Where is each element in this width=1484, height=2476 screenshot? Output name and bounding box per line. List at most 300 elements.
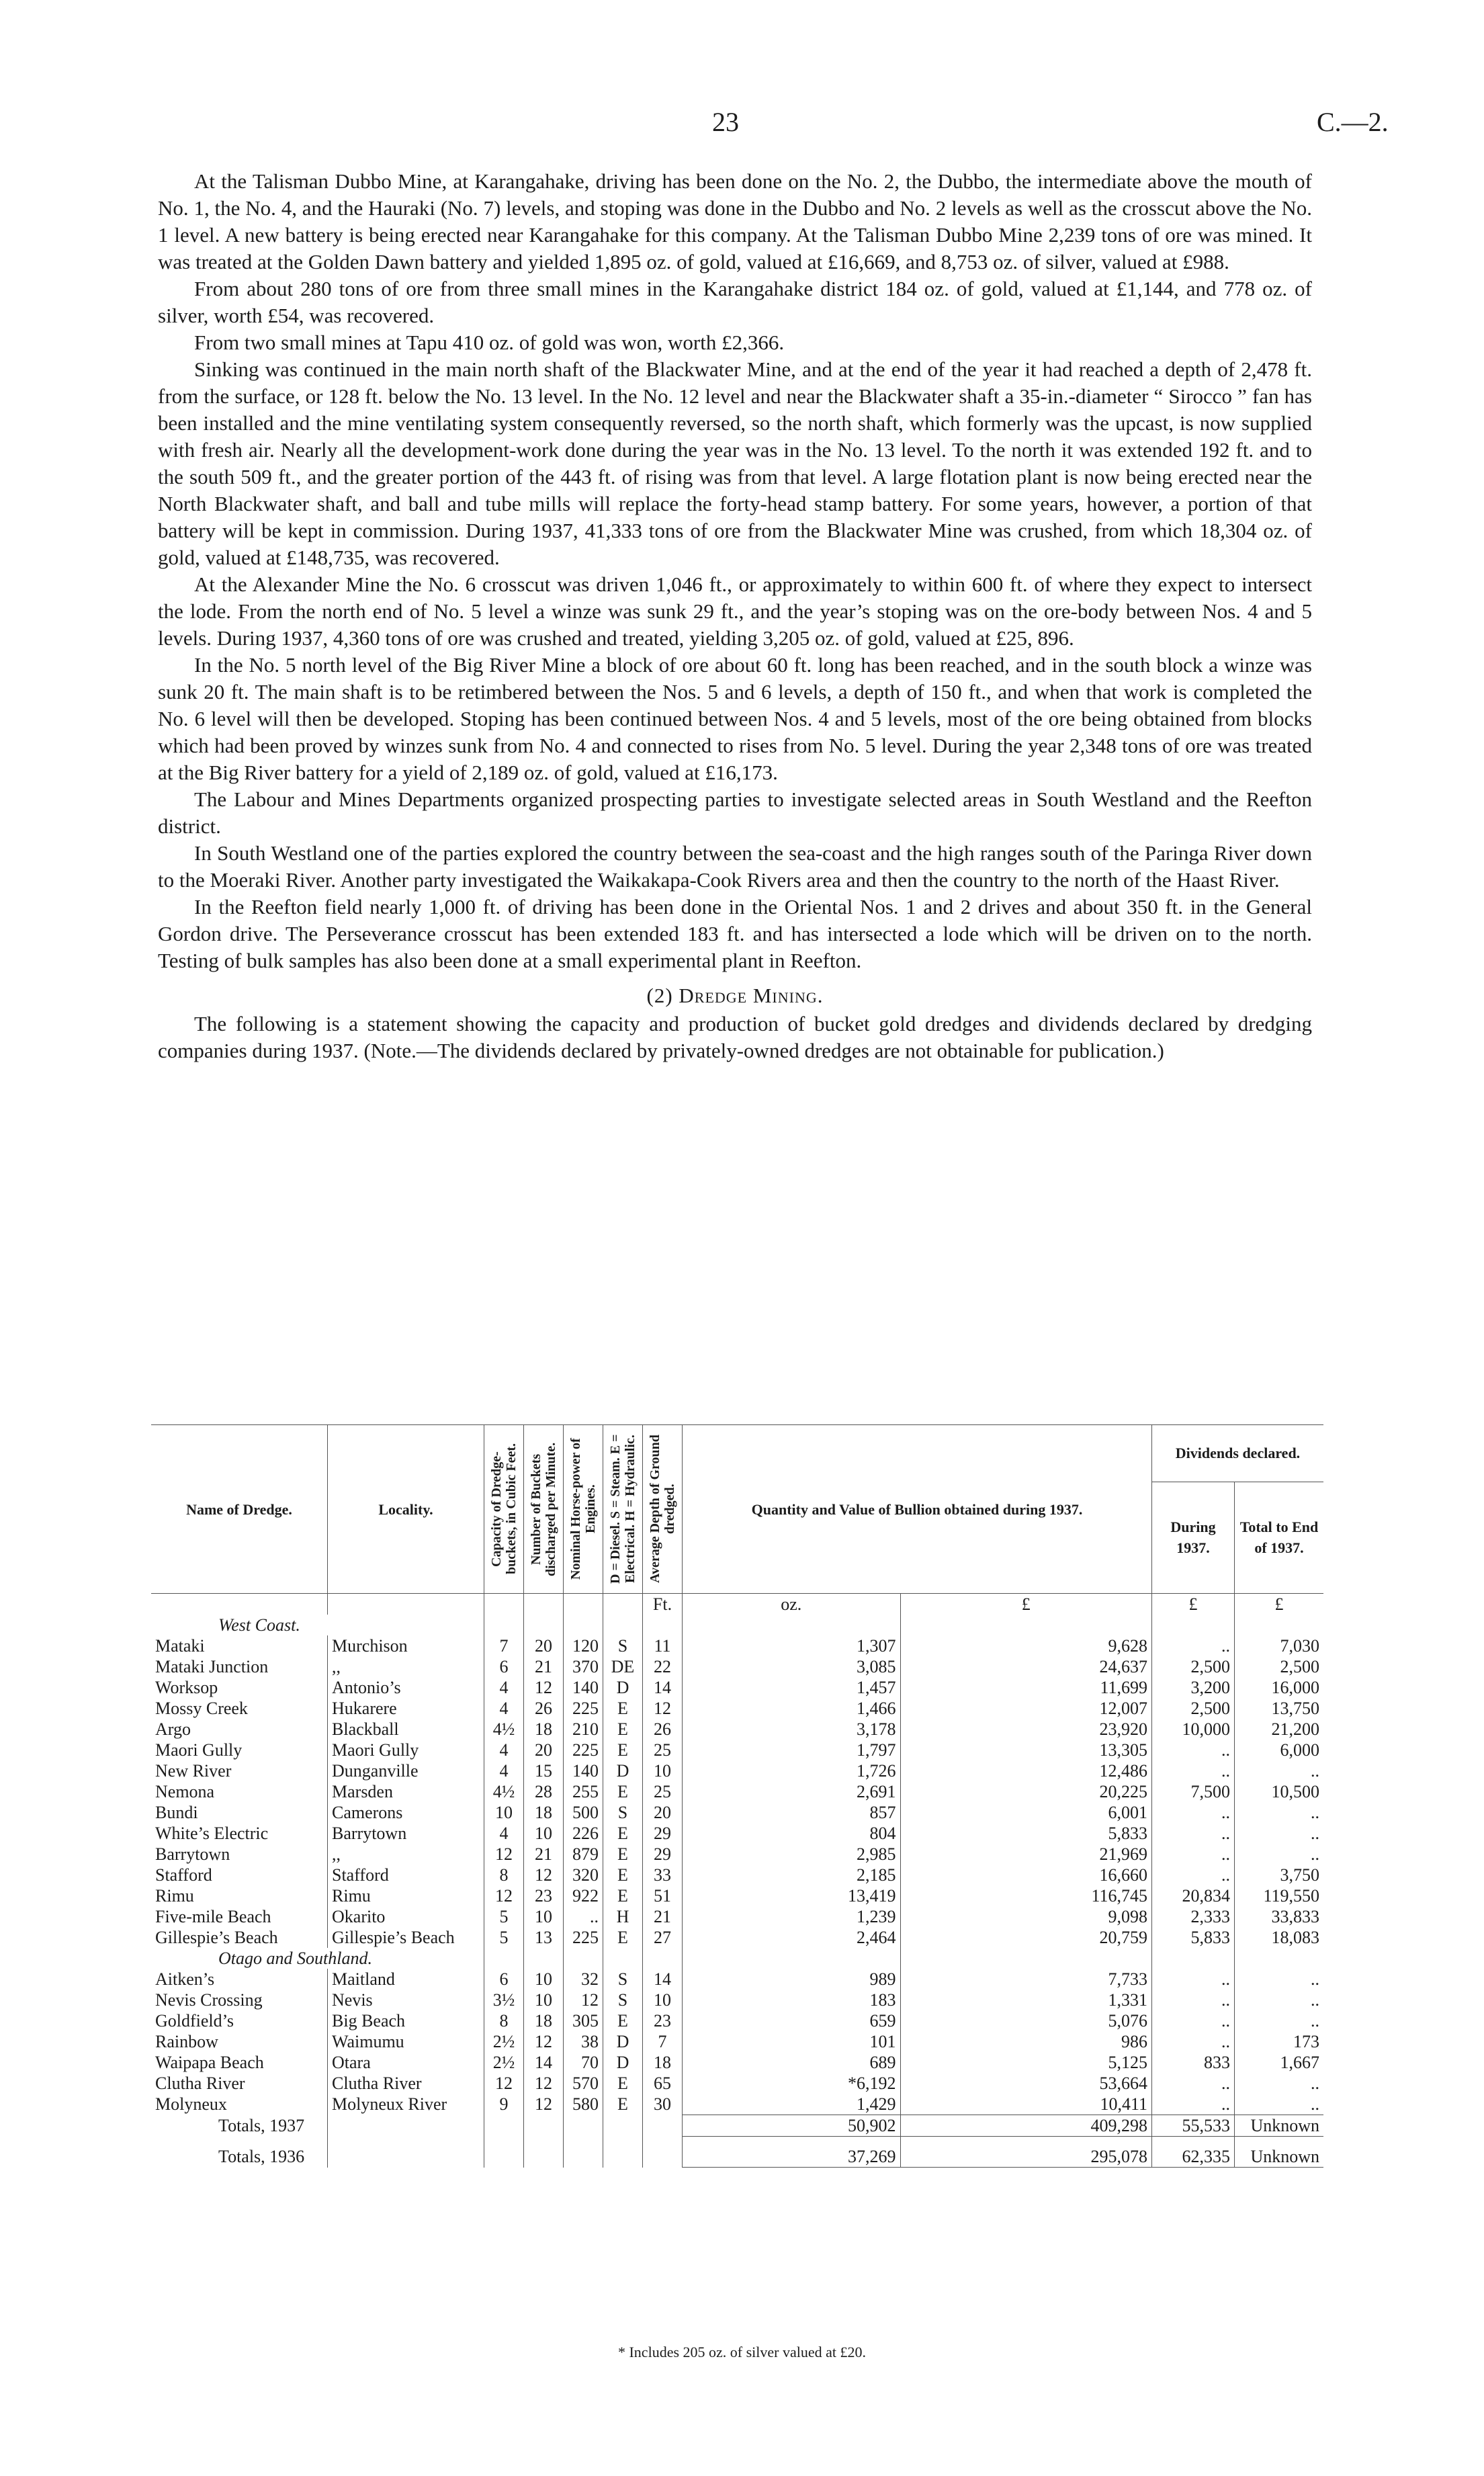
- depth: 23: [643, 2010, 683, 2031]
- totals-empty: [603, 2137, 643, 2168]
- table-row: [151, 1740, 1323, 1760]
- bullion-value: 24,637: [900, 1656, 1151, 1677]
- bullion-oz: *6,192: [683, 2073, 901, 2094]
- horsepower: 120: [564, 1635, 603, 1656]
- buckets: 20: [524, 1635, 564, 1656]
- locality: Barrytown: [328, 1823, 484, 1844]
- table-row: [151, 1990, 1323, 2010]
- dividend-during: ..: [1152, 2073, 1235, 2094]
- dividend-during: 3,200: [1152, 1677, 1235, 1698]
- paragraph: From two small mines at Tapu 410 oz. of gold was won, worth £2,366.: [194, 331, 785, 354]
- capacity: 9: [484, 2094, 524, 2115]
- col-during: During 1937.: [1152, 1482, 1235, 1593]
- bullion-value: 116,745: [900, 1885, 1151, 1906]
- horsepower: 922: [564, 1885, 603, 1906]
- capacity: 8: [484, 2010, 524, 2031]
- region-name: West Coast.: [218, 1615, 300, 1635]
- bullion-value: 21,969: [900, 1844, 1151, 1865]
- capacity: 6: [484, 1656, 524, 1677]
- engine-type: D: [603, 2031, 643, 2052]
- locality: Big Beach: [328, 2010, 484, 2031]
- dividend-total: 2,500: [1235, 1656, 1324, 1677]
- dredge-name: Waipapa Beach: [155, 2053, 264, 2072]
- bullion-value: 9,628: [900, 1635, 1151, 1656]
- col-capacity: [484, 1425, 524, 1594]
- engine-type: E: [603, 1823, 643, 1844]
- dividend-during: ..: [1152, 1865, 1235, 1885]
- capacity: 4: [484, 1677, 524, 1698]
- dredge-name: Argo: [155, 1719, 191, 1739]
- buckets: 12: [524, 1865, 564, 1885]
- horsepower: 370: [564, 1656, 603, 1677]
- dredge-name: Five-mile Beach: [155, 1907, 271, 1926]
- depth: 29: [643, 1823, 683, 1844]
- dredge-name: Nemona: [155, 1782, 215, 1801]
- capacity: 6: [484, 1969, 524, 1990]
- horsepower: 500: [564, 1802, 603, 1823]
- dividend-total: ..: [1235, 1844, 1324, 1865]
- buckets: 12: [524, 1677, 564, 1698]
- units-empty: [151, 1594, 328, 1615]
- engine-type: S: [603, 1990, 643, 2010]
- buckets: 14: [524, 2052, 564, 2073]
- table-row: [151, 1823, 1323, 1844]
- bullion-value: 6,001: [900, 1802, 1151, 1823]
- engine-type: E: [603, 1781, 643, 1802]
- bullion-value: 20,759: [900, 1927, 1151, 1948]
- paragraph: In the No. 5 north level of the Big River Mine a block of ore about 60 ft. long has been reached, and in the south block a winze was sunk 20 ft. The main shaft is to be retimbered between the Nos. 5 and 6 levels, a depth of 150 ft., and when that work is completed the No. 6 level will then be developed. Stoping has been continued between Nos. 4 and 5 levels, most of the ore being obtained from blocks which had been proved by winzes sunk from No. 4 and connected to rises from No. 5 level. During the year 2,348 tons of ore was treated at the Big River battery for a yield of 2,189 oz. of gold, valued at £16,173.: [158, 653, 1312, 784]
- dividend-total: ..: [1235, 1990, 1324, 2010]
- buckets: 12: [524, 2031, 564, 2052]
- table-row: [151, 1698, 1323, 1719]
- dividend-during: ..: [1152, 1969, 1235, 1990]
- table-row: [151, 2010, 1323, 2031]
- locality: Murchison: [328, 1635, 484, 1656]
- depth: 14: [643, 1969, 683, 1990]
- buckets: 10: [524, 1969, 564, 1990]
- bullion-value: 12,486: [900, 1760, 1151, 1781]
- locality: Otara: [328, 2052, 484, 2073]
- unit-total: £: [1235, 1594, 1324, 1615]
- totals-label: Totals, 1936: [218, 2147, 305, 2166]
- buckets: 18: [524, 1719, 564, 1740]
- horsepower: 879: [564, 1844, 603, 1865]
- units-empty: [328, 1594, 484, 1615]
- col-quantity-value: Quantity and Value of Bullion obtained during 1937.: [683, 1425, 1152, 1594]
- bullion-oz: 1,466: [683, 1698, 901, 1719]
- bullion-oz: 183: [683, 1990, 901, 2010]
- dividend-during: ..: [1152, 2094, 1235, 2115]
- col-buckets: [524, 1425, 564, 1594]
- capacity: 12: [484, 2073, 524, 2094]
- region-empty: [900, 1948, 1151, 1969]
- buckets: 12: [524, 2094, 564, 2115]
- paragraph: At the Alexander Mine the No. 6 crosscut was driven 1,046 ft., or approximately to within 600 ft. of where they expect to intersect the lode. From the north end of No. 5 level a winze was sunk 29 ft., and the year’s stoping was on the ore-body between Nos. 4 and 5 levels. During 1937, 4,360 tons of ore was crushed and treated, yielding 3,205 oz. of gold, valued at £25, 896.: [158, 572, 1312, 650]
- dividend-total: ..: [1235, 1969, 1324, 1990]
- region-empty: [564, 1948, 603, 1969]
- section-heading: [158, 984, 1312, 1008]
- region-empty: [1235, 1948, 1324, 1969]
- table-row: [151, 2073, 1323, 2094]
- locality: Marsden: [328, 1781, 484, 1802]
- dredge-name: White’s Electric: [155, 1824, 269, 1843]
- col-capacity-label: Capacity of Dredge-buckets, in Cubic Feet.: [489, 1443, 519, 1575]
- dredge-name: Mataki Junction: [155, 1657, 269, 1676]
- paragraph: In the Reefton field nearly 1,000 ft. of driving has been done in the Oriental Nos. 1 and 2 drives and about 350 ft. in the General Gordon drive. The Perseverance crosscut has been extended 183 ft. and has intersected a lode which will be driven on to the north. Testing of bulk samples has also been done at a small experimental plant in Reefton.: [158, 895, 1312, 972]
- engine-type: E: [603, 2073, 643, 2094]
- dredge-name: Stafford: [155, 1865, 212, 1885]
- col-horsepower: [564, 1425, 603, 1594]
- capacity: 4: [484, 1823, 524, 1844]
- depth: 33: [643, 1865, 683, 1885]
- engine-type: S: [603, 1969, 643, 1990]
- body-text: [158, 168, 1312, 1064]
- locality: Maitland: [328, 1969, 484, 1990]
- engine-type: E: [603, 1740, 643, 1760]
- engine-type: E: [603, 1698, 643, 1719]
- dividend-during: ..: [1152, 1990, 1235, 2010]
- dredge-name: Nevis Crossing: [155, 1990, 263, 2010]
- buckets: 18: [524, 2010, 564, 2031]
- dividend-during: ..: [1152, 1635, 1235, 1656]
- capacity: 5: [484, 1927, 524, 1948]
- unit-value: £: [900, 1594, 1151, 1615]
- col-total: Total to End of 1937.: [1235, 1482, 1324, 1593]
- depth: 26: [643, 1719, 683, 1740]
- dividend-total: 119,550: [1235, 1885, 1324, 1906]
- capacity: 5: [484, 1906, 524, 1927]
- locality: Stafford: [328, 1865, 484, 1885]
- units-row: [151, 1594, 1323, 1615]
- dredge-name: Goldfield’s: [155, 2011, 234, 2031]
- table-row: [151, 2031, 1323, 2052]
- table-row: [151, 1906, 1323, 1927]
- horsepower: 225: [564, 1927, 603, 1948]
- dividend-total: 6,000: [1235, 1740, 1324, 1760]
- capacity: 2½: [484, 2052, 524, 2073]
- dredge-name: Clutha River: [155, 2074, 245, 2093]
- totals-value: 295,078: [900, 2137, 1151, 2168]
- dividend-total: ..: [1235, 1823, 1324, 1844]
- totals-empty: [524, 2137, 564, 2168]
- region-empty: [900, 1615, 1151, 1635]
- depth: 14: [643, 1677, 683, 1698]
- table-row: [151, 1885, 1323, 1906]
- engine-type: E: [603, 1844, 643, 1865]
- table-row: [151, 1677, 1323, 1698]
- totals-during: 62,335: [1152, 2137, 1235, 2168]
- depth: 11: [643, 1635, 683, 1656]
- region-empty: [683, 1948, 901, 1969]
- totals-during: 55,533: [1152, 2115, 1235, 2137]
- buckets: 13: [524, 1927, 564, 1948]
- bullion-oz: 857: [683, 1802, 901, 1823]
- bullion-oz: 804: [683, 1823, 901, 1844]
- horsepower: 12: [564, 1990, 603, 2010]
- horsepower: 570: [564, 2073, 603, 2094]
- bullion-value: 5,833: [900, 1823, 1151, 1844]
- paragraph: Sinking was continued in the main north shaft of the Blackwater Mine, and at the end of the year it had reached a depth of 2,478 ft. from the surface, or 128 ft. below the No. 13 level. In the No. 12 level and near the Blackwater shaft a 35-in.-diameter “ Sirocco ” fan has been installed and the mine ventilating system consequently reversed, so the north shaft, which formerly was the upcast, is now supplied with fresh air. Nearly all the development-work done during the year was in the No. 13 level. To the north it was extended 192 ft. and to the south 509 ft., and the greater portion of the 443 ft. of rising was from that level. A large flotation plant is now being erected near the North Blackwater shaft, and ball and tube mills will replace the forty-head stamp battery. For some years, however, a portion of that battery will be kept in commission. During 1937, 41,333 tons of ore from the Blackwater Mine was crushed, from which 18,304 oz. of gold, valued at £148,735, was recovered.: [158, 357, 1312, 569]
- region-empty: [564, 1615, 603, 1635]
- engine-type: E: [603, 1865, 643, 1885]
- horsepower: 140: [564, 1677, 603, 1698]
- paragraph: At the Talisman Dubbo Mine, at Karangahake, driving has been done on the No. 2, the Dubbo, the intermediate above the mouth of No. 1, the No. 4, and the Hauraki (No. 7) levels, and stoping was done in the Dubbo and No. 2 levels as well as the crosscut above the No. 1 level. A new battery is being erected near Karangahake for this company. At the Talisman Dubbo Mine 2,239 tons of ore was mined. It was treated at the Golden Dawn battery and yielded 1,895 oz. of gold, valued at £16,669, and 8,753 oz. of silver, valued at £988.: [158, 169, 1312, 273]
- buckets: 26: [524, 1698, 564, 1719]
- depth: 7: [643, 2031, 683, 2052]
- dividend-total: 173: [1235, 2031, 1324, 2052]
- table-row: [151, 1719, 1323, 1740]
- region-empty: [603, 1948, 643, 1969]
- totals-empty: [643, 2137, 683, 2168]
- bullion-value: 16,660: [900, 1865, 1151, 1885]
- depth: 29: [643, 1844, 683, 1865]
- depth: 25: [643, 1781, 683, 1802]
- capacity: 8: [484, 1865, 524, 1885]
- dredge-name: Molyneux: [155, 2094, 227, 2115]
- table-row: [151, 1969, 1323, 1990]
- bullion-oz: 2,691: [683, 1781, 901, 1802]
- engine-type: D: [603, 2052, 643, 2073]
- dividend-total: 33,833: [1235, 1906, 1324, 1927]
- dividend-during: ..: [1152, 2031, 1235, 2052]
- depth: 51: [643, 1885, 683, 1906]
- dividend-during: ..: [1152, 1760, 1235, 1781]
- region-empty: [524, 1948, 564, 1969]
- dividend-total: 1,667: [1235, 2052, 1324, 2073]
- page-number: 23: [712, 107, 739, 137]
- totals-empty: [603, 2115, 643, 2137]
- engine-type: S: [603, 1802, 643, 1823]
- units-empty: [564, 1594, 603, 1615]
- section-title: Dredge Mining.: [679, 984, 824, 1007]
- horsepower: ..: [564, 1906, 603, 1927]
- dividend-during: ..: [1152, 1740, 1235, 1760]
- bullion-value: 53,664: [900, 2073, 1151, 2094]
- dividend-during: 2,500: [1152, 1656, 1235, 1677]
- bullion-value: 5,076: [900, 2010, 1151, 2031]
- buckets: 10: [524, 1990, 564, 2010]
- buckets: 20: [524, 1740, 564, 1760]
- totals-label: Totals, 1937: [218, 2116, 305, 2135]
- section-number: (2): [646, 984, 673, 1007]
- horsepower: 305: [564, 2010, 603, 2031]
- table-row: [151, 1656, 1323, 1677]
- depth: 22: [643, 1656, 683, 1677]
- table-row: [151, 1844, 1323, 1865]
- col-engine-type-label: D = Diesel. S = Steam. E = Electrical. H = Hydraulic.: [608, 1434, 638, 1584]
- table-row: [151, 1927, 1323, 1948]
- locality: Gillespie’s Beach: [328, 1927, 484, 1948]
- horsepower: 140: [564, 1760, 603, 1781]
- bullion-oz: 1,726: [683, 1760, 901, 1781]
- dividend-during: ..: [1152, 1823, 1235, 1844]
- dredge-table: [151, 1424, 1323, 2168]
- dividend-total: ..: [1235, 1760, 1324, 1781]
- dredge-name: Gillespie’s Beach: [155, 1928, 278, 1947]
- region-empty: [1152, 1948, 1235, 1969]
- dividend-total: ..: [1235, 2010, 1324, 2031]
- buckets: 10: [524, 1906, 564, 1927]
- bullion-value: 23,920: [900, 1719, 1151, 1740]
- col-name: Name of Dredge.: [151, 1425, 328, 1594]
- dredge-name: Maori Gully: [155, 1740, 243, 1760]
- locality: Blackball: [328, 1719, 484, 1740]
- totals-total: Unknown: [1235, 2137, 1324, 2168]
- buckets: 10: [524, 1823, 564, 1844]
- bullion-oz: 13,419: [683, 1885, 901, 1906]
- bullion-oz: 989: [683, 1969, 901, 1990]
- bullion-value: 11,699: [900, 1677, 1151, 1698]
- capacity: 4½: [484, 1719, 524, 1740]
- totals-empty: [484, 2137, 524, 2168]
- units-empty: [484, 1594, 524, 1615]
- buckets: 21: [524, 1844, 564, 1865]
- depth: 10: [643, 1990, 683, 2010]
- totals-empty: [484, 2115, 524, 2137]
- region-empty: [524, 1615, 564, 1635]
- region-empty: [484, 1615, 524, 1635]
- col-depth-label: Average Depth of Ground dredged.: [648, 1435, 677, 1584]
- dividend-total: 10,500: [1235, 1781, 1324, 1802]
- dividend-total: 18,083: [1235, 1927, 1324, 1948]
- depth: 30: [643, 2094, 683, 2115]
- engine-type: H: [603, 1906, 643, 1927]
- bullion-value: 10,411: [900, 2094, 1151, 2115]
- engine-type: S: [603, 1635, 643, 1656]
- capacity: 4: [484, 1698, 524, 1719]
- region-empty: [1235, 1615, 1324, 1635]
- region-name: Otago and Southland.: [218, 1949, 372, 1968]
- dividend-total: 3,750: [1235, 1865, 1324, 1885]
- dividend-total: 16,000: [1235, 1677, 1324, 1698]
- horsepower: 580: [564, 2094, 603, 2115]
- dividend-total: ..: [1235, 2073, 1324, 2094]
- bullion-value: 20,225: [900, 1781, 1151, 1802]
- bullion-oz: 2,985: [683, 1844, 901, 1865]
- totals-empty: [643, 2115, 683, 2137]
- region-empty: [603, 1615, 643, 1635]
- dredge-name: Barrytown: [155, 1844, 230, 1864]
- horsepower: 226: [564, 1823, 603, 1844]
- region-row: [151, 1615, 1323, 1635]
- engine-type: D: [603, 1677, 643, 1698]
- dividend-total: ..: [1235, 2094, 1324, 2115]
- depth: 27: [643, 1927, 683, 1948]
- dividend-total: 13,750: [1235, 1698, 1324, 1719]
- bullion-value: 13,305: [900, 1740, 1151, 1760]
- totals-empty: [328, 2137, 484, 2168]
- locality: Antonio’s: [328, 1677, 484, 1698]
- locality: Camerons: [328, 1802, 484, 1823]
- horsepower: 225: [564, 1698, 603, 1719]
- dividend-during: 2,333: [1152, 1906, 1235, 1927]
- bullion-value: 986: [900, 2031, 1151, 2052]
- bullion-oz: 1,429: [683, 2094, 901, 2115]
- document-reference: C.—2.: [1317, 107, 1389, 137]
- capacity: 7: [484, 1635, 524, 1656]
- table-row: [151, 1635, 1323, 1656]
- locality: Okarito: [328, 1906, 484, 1927]
- depth: 65: [643, 2073, 683, 2094]
- engine-type: E: [603, 1719, 643, 1740]
- region-empty: [683, 1615, 901, 1635]
- bullion-value: 5,125: [900, 2052, 1151, 2073]
- col-depth: [643, 1425, 683, 1594]
- dividend-during: 7,500: [1152, 1781, 1235, 1802]
- totals-empty: [328, 2115, 484, 2137]
- unit-during: £: [1152, 1594, 1235, 1615]
- locality: ,,: [328, 1656, 484, 1677]
- dredge-name: Mataki: [155, 1636, 205, 1656]
- table-row: [151, 1865, 1323, 1885]
- capacity: 2½: [484, 2031, 524, 2052]
- engine-type: D: [603, 1760, 643, 1781]
- dividend-during: ..: [1152, 1802, 1235, 1823]
- locality: Clutha River: [328, 2073, 484, 2094]
- dredge-name: Rainbow: [155, 2032, 218, 2051]
- bullion-oz: 3,085: [683, 1656, 901, 1677]
- bullion-oz: 2,464: [683, 1927, 901, 1948]
- table-row: [151, 1802, 1323, 1823]
- bullion-value: 9,098: [900, 1906, 1151, 1927]
- capacity: 4: [484, 1760, 524, 1781]
- dividend-during: ..: [1152, 1844, 1235, 1865]
- locality: Nevis: [328, 1990, 484, 2010]
- locality: Maori Gully: [328, 1740, 484, 1760]
- depth: 12: [643, 1698, 683, 1719]
- dredge-name: Worksop: [155, 1678, 218, 1697]
- bullion-oz: 689: [683, 2052, 901, 2073]
- horsepower: 210: [564, 1719, 603, 1740]
- capacity: 12: [484, 1844, 524, 1865]
- dividend-total: ..: [1235, 1802, 1324, 1823]
- totals-value: 409,298: [900, 2115, 1151, 2137]
- buckets: 12: [524, 2073, 564, 2094]
- capacity: 12: [484, 1885, 524, 1906]
- region-row: [151, 1948, 1323, 1969]
- unit-depth: Ft.: [643, 1594, 683, 1615]
- capacity: 10: [484, 1802, 524, 1823]
- bullion-oz: 3,178: [683, 1719, 901, 1740]
- dredge-name: Rimu: [155, 1886, 194, 1906]
- horsepower: 225: [564, 1740, 603, 1760]
- horsepower: 38: [564, 2031, 603, 2052]
- horsepower: 320: [564, 1865, 603, 1885]
- region-empty: [643, 1615, 683, 1635]
- col-engine-type: [603, 1425, 643, 1594]
- engine-type: E: [603, 1885, 643, 1906]
- region-empty: [643, 1948, 683, 1969]
- table-body: [151, 1594, 1323, 2168]
- col-buckets-label: Number of Buckets discharged per Minute.: [529, 1442, 558, 1576]
- col-horsepower-label: Nominal Horse-power of Engines.: [568, 1438, 598, 1580]
- horsepower: 32: [564, 1969, 603, 1990]
- buckets: 28: [524, 1781, 564, 1802]
- totals-total: Unknown: [1235, 2115, 1324, 2137]
- bullion-value: 7,733: [900, 1969, 1151, 1990]
- units-empty: [524, 1594, 564, 1615]
- capacity: 4: [484, 1740, 524, 1760]
- footnote: * Includes 205 oz. of silver valued at £20.: [617, 2344, 866, 2360]
- table-row: [151, 1760, 1323, 1781]
- totals-row: [151, 2137, 1323, 2168]
- locality: ,,: [328, 1844, 484, 1865]
- engine-type: DE: [603, 1656, 643, 1677]
- horsepower: 70: [564, 2052, 603, 2073]
- depth: 25: [643, 1740, 683, 1760]
- buckets: 23: [524, 1885, 564, 1906]
- dividend-during: 5,833: [1152, 1927, 1235, 1948]
